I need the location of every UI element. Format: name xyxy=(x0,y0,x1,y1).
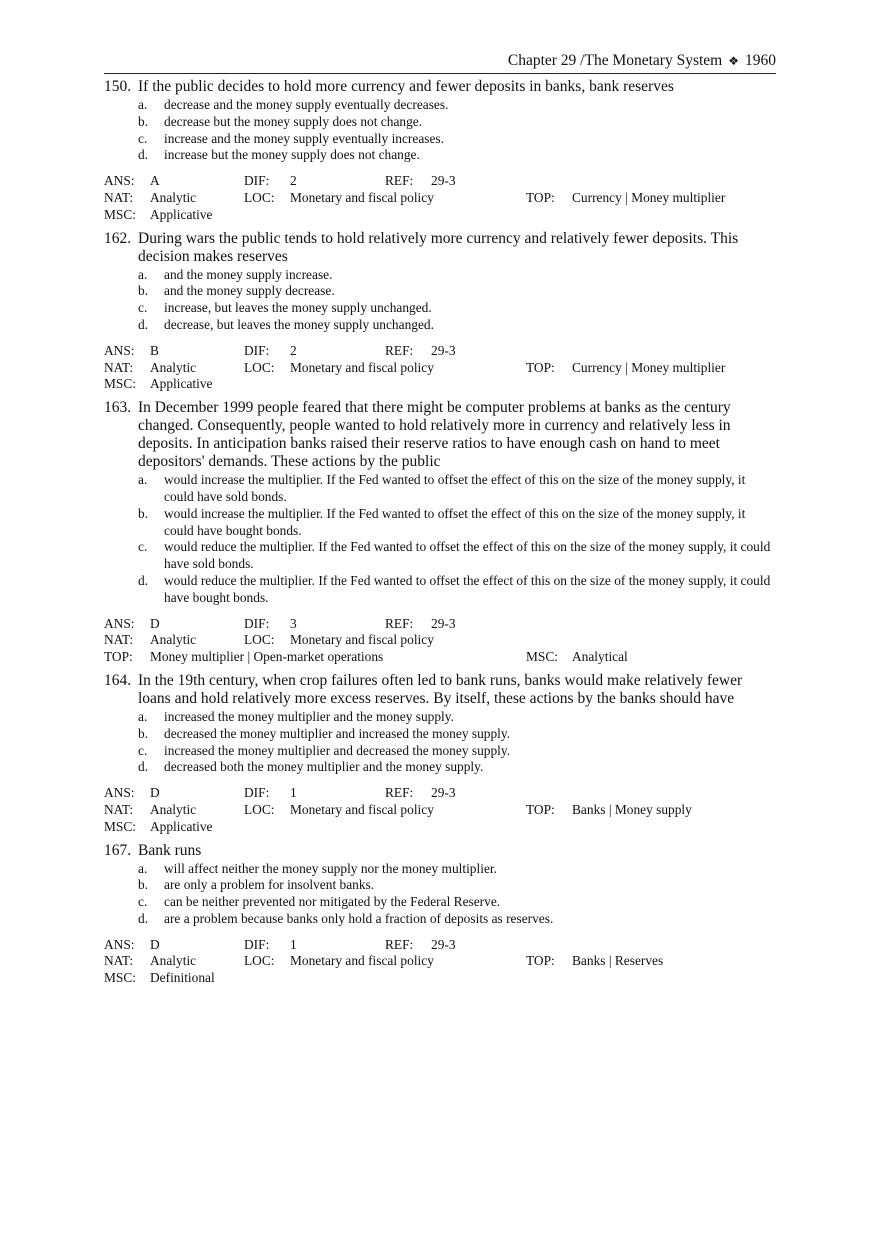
nat-field-value: Analytic xyxy=(150,189,197,205)
page-header xyxy=(104,51,776,74)
answer-option xyxy=(138,317,776,334)
ans-field-label: ANS: xyxy=(104,785,135,801)
ref-field-label: REF: xyxy=(385,615,414,631)
ref-field xyxy=(385,173,456,190)
option-text: would reduce the multiplier. If the Fed wanted to offset the effect of this on the size of the money supply, it could have sold bonds. xyxy=(164,539,771,572)
nat-field-value: Analytic xyxy=(150,801,197,817)
nat-field-label: NAT: xyxy=(104,189,134,205)
answer-option xyxy=(138,131,776,148)
loc-field xyxy=(244,189,434,207)
option-text: increase and the money supply eventually increases. xyxy=(164,130,444,146)
option-text: can be neither prevented nor mitigated by the Federal Reserve. xyxy=(164,894,501,910)
msc-field-label: MSC: xyxy=(104,970,137,986)
answer-option xyxy=(138,861,776,878)
ans-field xyxy=(104,936,160,954)
question-number: 163. xyxy=(104,399,132,417)
nat-field-value: Analytic xyxy=(150,953,197,969)
top-field-label: TOP: xyxy=(526,953,555,969)
answer-option xyxy=(138,147,776,164)
loc-field-label: LOC: xyxy=(244,953,275,969)
top-field-label: TOP: xyxy=(526,801,555,817)
option-text: would increase the multiplier. If the Fed wanted to offset the effect of this on the size of the money supply, it could have bought bonds. xyxy=(164,505,746,538)
top-field-value: Banks | Reserves xyxy=(572,953,664,969)
nat-field-label: NAT: xyxy=(104,632,134,648)
ref-field-label: REF: xyxy=(385,342,414,358)
ans-field-label: ANS: xyxy=(104,936,135,952)
dif-field xyxy=(244,615,297,633)
dif-field-label: DIF: xyxy=(244,615,270,631)
ans-field-value: D xyxy=(150,936,160,952)
top-field-value: Currency | Money multiplier xyxy=(572,359,726,375)
option-letter: a. xyxy=(138,708,148,724)
top-field-value: Currency | Money multiplier xyxy=(572,189,726,205)
option-letter: a. xyxy=(138,472,148,488)
option-text: would increase the multiplier. If the Fed wanted to offset the effect of this on the size of the money supply, it could have sold bonds. xyxy=(164,472,746,504)
answer-option xyxy=(138,726,776,743)
ref-field xyxy=(385,615,456,633)
top-field-label: TOP: xyxy=(526,359,555,375)
question-metadata xyxy=(104,937,776,987)
question-text: In the 19th century, when crop failures often led to bank runs, banks would make relatively fewer loans and hold relatively more excess reserves. By itself, these actions by the banks should have xyxy=(138,671,743,707)
option-letter: d. xyxy=(138,910,149,926)
msc-field-value: Applicative xyxy=(150,206,213,222)
dif-field xyxy=(244,342,297,360)
question-metadata xyxy=(104,616,776,666)
question-number: 164. xyxy=(104,671,132,689)
ans-field-value: D xyxy=(150,615,160,631)
question-number: 167. xyxy=(104,841,132,859)
answer-option xyxy=(138,506,776,540)
answer-option xyxy=(138,743,776,760)
answer-option xyxy=(138,709,776,726)
ref-field-value: 29-3 xyxy=(431,615,456,631)
loc-field xyxy=(244,953,434,970)
answer-option xyxy=(138,894,776,911)
loc-field-value: Monetary and fiscal policy xyxy=(290,801,434,817)
dif-field xyxy=(244,173,297,190)
nat-field xyxy=(104,359,197,377)
ans-field xyxy=(104,342,159,360)
ref-field-label: REF: xyxy=(385,936,414,952)
answer-options xyxy=(138,709,776,776)
nat-field-label: NAT: xyxy=(104,953,134,969)
dif-field-label: DIF: xyxy=(244,173,270,189)
dif-field-value: 2 xyxy=(290,342,297,358)
msc-field xyxy=(104,970,215,987)
answer-options xyxy=(138,472,776,606)
msc-field-value: Definitional xyxy=(150,970,215,986)
ref-field xyxy=(385,785,456,802)
msc-field-value: Applicative xyxy=(150,376,213,392)
loc-field-label: LOC: xyxy=(244,632,275,648)
msc-field-value: Applicative xyxy=(150,818,213,834)
dif-field xyxy=(244,785,297,802)
ref-field-label: REF: xyxy=(385,785,414,801)
option-text: will affect neither the money supply nor the money multiplier. xyxy=(164,860,497,876)
dif-field-value: 3 xyxy=(290,615,297,631)
option-text: are a problem because banks only hold a fraction of deposits as reserves. xyxy=(164,910,554,926)
ans-field xyxy=(104,173,160,190)
ans-field xyxy=(104,615,160,633)
option-letter: a. xyxy=(138,266,148,282)
ans-field-value: A xyxy=(150,173,160,189)
nat-field xyxy=(104,801,197,819)
answer-options xyxy=(138,267,776,334)
msc-field-label: MSC: xyxy=(104,376,137,392)
option-text: decreased both the money multiplier and the money supply. xyxy=(164,759,484,775)
ref-field xyxy=(385,936,456,954)
top-field-value: Banks | Money supply xyxy=(572,801,692,817)
loc-field-value: Monetary and fiscal policy xyxy=(290,359,434,375)
option-text: decrease but the money supply does not change. xyxy=(164,113,423,129)
option-text: increase but the money supply does not change. xyxy=(164,147,420,163)
msc-field-label: MSC: xyxy=(104,818,137,834)
ref-field-value: 29-3 xyxy=(431,936,456,952)
question-number: 150. xyxy=(104,78,132,95)
answer-option xyxy=(138,877,776,894)
option-letter: d. xyxy=(138,316,149,332)
loc-field xyxy=(244,632,434,649)
dif-field-label: DIF: xyxy=(244,785,270,801)
question-list xyxy=(104,78,776,993)
ref-field xyxy=(385,342,456,360)
ans-field-label: ANS: xyxy=(104,173,135,189)
ans-field-value: B xyxy=(150,342,159,358)
ans-field-value: D xyxy=(150,785,160,801)
option-text: and the money supply decrease. xyxy=(164,283,335,299)
dif-field xyxy=(244,936,297,954)
loc-field-label: LOC: xyxy=(244,801,275,817)
ref-field-label: REF: xyxy=(385,173,414,189)
answer-option xyxy=(138,472,776,506)
nat-field-value: Analytic xyxy=(150,359,197,375)
dif-field-value: 2 xyxy=(290,173,297,189)
diamond-separator-icon: ❖ xyxy=(728,54,739,68)
top-field-label: TOP: xyxy=(526,189,555,205)
option-text: and the money supply increase. xyxy=(164,266,333,282)
answer-option xyxy=(138,283,776,300)
top-field xyxy=(104,649,384,666)
loc-field-value: Monetary and fiscal policy xyxy=(290,953,434,969)
option-text: increase, but leaves the money supply unchanged. xyxy=(164,300,432,316)
dif-field-label: DIF: xyxy=(244,936,270,952)
question-metadata xyxy=(104,173,776,223)
nat-field xyxy=(104,953,197,970)
option-letter: b. xyxy=(138,505,149,521)
option-letter: c. xyxy=(138,742,148,758)
option-letter: b. xyxy=(138,725,149,741)
option-letter: d. xyxy=(138,147,149,163)
question-text: If the public decides to hold more currency and fewer deposits in banks, bank reserves xyxy=(138,78,674,95)
msc-field xyxy=(104,818,213,836)
nat-field-label: NAT: xyxy=(104,801,134,817)
question-text: During wars the public tends to hold relatively more currency and relatively fewer deposits. This decision makes reserves xyxy=(138,229,739,265)
answer-option xyxy=(138,539,776,573)
answer-option xyxy=(138,267,776,284)
top-field xyxy=(526,189,726,207)
msc-field-label: MSC: xyxy=(104,206,137,222)
option-text: increased the money multiplier and decreased the money supply. xyxy=(164,742,511,758)
page-number: 1960 xyxy=(745,52,776,69)
option-letter: b. xyxy=(138,113,149,129)
loc-field-value: Monetary and fiscal policy xyxy=(290,189,434,205)
question-item xyxy=(104,842,776,988)
nat-field xyxy=(104,632,197,649)
nat-field-label: NAT: xyxy=(104,359,134,375)
dif-field-value: 1 xyxy=(290,785,297,801)
answer-option xyxy=(138,911,776,928)
loc-field xyxy=(244,801,434,819)
question-item xyxy=(104,230,776,394)
msc-field xyxy=(104,206,213,224)
option-letter: c. xyxy=(138,894,148,910)
msc-field-label: MSC: xyxy=(526,649,559,665)
ans-field xyxy=(104,785,160,802)
ref-field-value: 29-3 xyxy=(431,173,456,189)
msc-field xyxy=(526,649,628,666)
answer-option xyxy=(138,573,776,607)
option-letter: a. xyxy=(138,97,148,112)
dif-field-value: 1 xyxy=(290,936,297,952)
nat-field xyxy=(104,189,197,207)
top-field-label: TOP: xyxy=(104,649,133,665)
option-letter: d. xyxy=(138,759,149,775)
option-letter: b. xyxy=(138,877,149,893)
top-field-value: Money multiplier | Open-market operations xyxy=(150,649,384,665)
ref-field-value: 29-3 xyxy=(431,342,456,358)
chapter-title: Chapter 29 /The Monetary System xyxy=(507,52,723,69)
ref-field-value: 29-3 xyxy=(431,785,456,801)
option-text: decrease and the money supply eventually decreases. xyxy=(164,97,449,112)
question-text: Bank runs xyxy=(138,841,202,859)
question-item xyxy=(104,672,776,836)
question-metadata xyxy=(104,343,776,393)
option-letter: c. xyxy=(138,300,148,316)
question-metadata xyxy=(104,785,776,835)
option-text: decreased the money multiplier and increased the money supply. xyxy=(164,725,511,741)
option-text: increased the money multiplier and the money supply. xyxy=(164,708,454,724)
answer-option xyxy=(138,300,776,317)
answer-option xyxy=(138,97,776,114)
loc-field xyxy=(244,359,434,377)
msc-field-value: Analytical xyxy=(572,649,628,665)
question-number: 162. xyxy=(104,229,132,247)
top-field xyxy=(526,801,692,819)
option-text: decrease, but leaves the money supply unchanged. xyxy=(164,316,434,332)
option-text: would reduce the multiplier. If the Fed wanted to offset the effect of this on the size of the money supply, it could have bought bonds. xyxy=(164,572,771,605)
question-text: In December 1999 people feared that there might be computer problems at banks as the century changed. Consequently, people wanted to hold relatively more in currency and relatively less in deposits. In anticipation banks raised their reserve ratios to have enough cash on hand to meet depositors' demands. These actions by the public xyxy=(138,399,731,471)
option-letter: d. xyxy=(138,572,149,588)
loc-field-label: LOC: xyxy=(244,359,275,375)
loc-field-label: LOC: xyxy=(244,189,275,205)
option-letter: c. xyxy=(138,130,148,146)
answer-options xyxy=(138,861,776,928)
nat-field-value: Analytic xyxy=(150,632,197,648)
question-item xyxy=(104,399,776,666)
answer-option xyxy=(138,759,776,776)
ans-field-label: ANS: xyxy=(104,342,135,358)
ans-field-label: ANS: xyxy=(104,615,135,631)
question-item xyxy=(104,78,776,224)
option-letter: b. xyxy=(138,283,149,299)
answer-option xyxy=(138,114,776,131)
top-field xyxy=(526,953,664,970)
top-field xyxy=(526,359,726,377)
answer-options xyxy=(138,97,776,164)
option-letter: a. xyxy=(138,860,148,876)
option-letter: c. xyxy=(138,539,148,555)
loc-field-value: Monetary and fiscal policy xyxy=(290,632,434,648)
dif-field-label: DIF: xyxy=(244,342,270,358)
option-text: are only a problem for insolvent banks. xyxy=(164,877,375,893)
msc-field xyxy=(104,376,213,393)
